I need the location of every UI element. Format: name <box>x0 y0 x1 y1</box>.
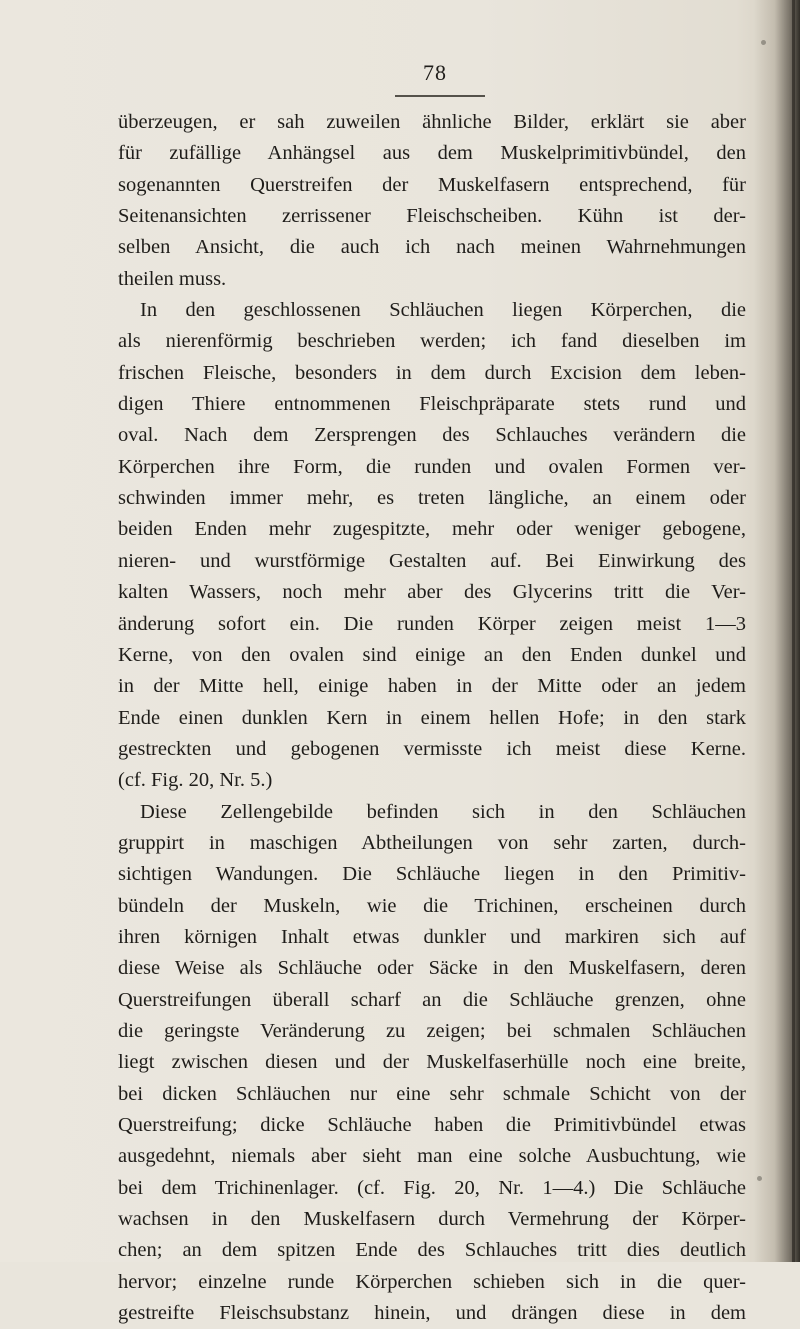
text-line: wachsen in den Muskelfasern durch Vermehrung der Körper- <box>118 1208 746 1231</box>
text-line: ausgedehnt, niemals aber sieht man eine solche Ausbuchtung, wie <box>118 1145 746 1168</box>
text-line: sogenannten Querstreifen der Muskelfasern entsprechend, für <box>118 173 746 196</box>
text-line: bei dicken Schläuchen nur eine sehr schmale Schicht von der <box>118 1082 746 1105</box>
text-line: änderung sofort ein. Die runden Körper zeigen meist 1—3 <box>118 612 746 635</box>
text-line: Körperchen ihre Form, die runden und ovalen Formen ver- <box>118 455 746 478</box>
text-line: digen Thiere entnommenen Fleischpräparate stets rund und <box>118 393 746 416</box>
text-line: In den geschlossenen Schläuchen liegen Körperchen, die <box>140 299 746 322</box>
page-number-rule <box>395 95 485 97</box>
text-line: in der Mitte hell, einige haben in der Mitte oder an jedem <box>118 675 746 698</box>
text-line: sichtigen Wandungen. Die Schläuche liegen in den Primitiv- <box>118 863 746 886</box>
page-number: 78 <box>423 60 447 85</box>
speck-bottom <box>757 1176 762 1181</box>
text-line: liegt zwischen diesen und der Muskelfaserhülle noch eine breite, <box>118 1051 746 1074</box>
text-line: Querstreifungen überall scharf an die Schläuche grenzen, ohne <box>118 988 746 1011</box>
text-line: für zufällige Anhängsel aus dem Muskelprimitivbündel, den <box>118 142 746 165</box>
text-line: Diese Zellengebilde befinden sich in den Schläuchen <box>140 800 746 823</box>
text-line: Kerne, von den ovalen sind einige an den Enden dunkel und <box>118 643 746 666</box>
text-line: die geringste Veränderung zu zeigen; bei schmalen Schläuchen <box>118 1019 746 1042</box>
text-line: gruppirt in maschigen Abtheilungen von sehr zarten, durch- <box>118 831 746 854</box>
text-line: bei dem Trichinenlager. (cf. Fig. 20, Nr. 1—4.) Die Schläuche <box>118 1176 746 1199</box>
text-line: (cf. Fig. 20, Nr. 5.) <box>118 769 273 792</box>
page-edge-line <box>792 0 795 1262</box>
text-line: selben Ansicht, die auch ich nach meinen Wahrnehmungen <box>118 236 746 259</box>
text-line: bündeln der Muskeln, wie die Trichinen, erscheinen durch <box>118 894 746 917</box>
text-line: Seitenansichten zerrissener Fleischscheiben. Kühn ist der- <box>118 205 746 228</box>
text-line: als nierenförmig beschrieben werden; ich fand dieselben im <box>118 330 746 353</box>
text-line: gestreifte Fleischsubstanz hinein, und drängen diese in dem <box>118 1302 746 1325</box>
speck-top <box>761 40 766 45</box>
text-line: beiden Enden mehr zugespitzte, mehr oder weniger gebogene, <box>118 518 746 541</box>
text-line: chen; an dem spitzen Ende des Schlauches tritt dies deutlich <box>118 1239 746 1262</box>
text-line: oval. Nach dem Zersprengen des Schlauches verändern die <box>118 424 746 447</box>
text-line: gestreckten und gebogenen vermisste ich meist diese Kerne. <box>118 737 746 760</box>
text-line: nieren- und wurstförmige Gestalten auf. Bei Einwirkung des <box>118 549 746 572</box>
text-line: schwinden immer mehr, es treten längliche, an einem oder <box>118 487 746 510</box>
text-line: kalten Wassers, noch mehr aber des Glycerins tritt die Ver- <box>118 581 746 604</box>
text-line: Ende einen dunklen Kern in einem hellen Hofe; in den stark <box>118 706 746 729</box>
text-line: überzeugen, er sah zuweilen ähnliche Bilder, erklärt sie aber <box>118 111 746 133</box>
text-line: Querstreifung; dicke Schläuche haben die Primitivbündel etwas <box>118 1114 746 1136</box>
text-line: frischen Fleische, besonders in dem durch Excision dem leben- <box>118 361 746 384</box>
text-line: diese Weise als Schläuche oder Säcke in den Muskelfasern, deren <box>118 957 746 980</box>
body-text <box>118 107 746 1329</box>
text-line: hervor; einzelne runde Körperchen schieben sich in die quer- <box>118 1270 746 1293</box>
text-line: theilen muss. <box>118 267 227 290</box>
text-line: ihren körnigen Inhalt etwas dunkler und markiren sich auf <box>118 925 746 948</box>
